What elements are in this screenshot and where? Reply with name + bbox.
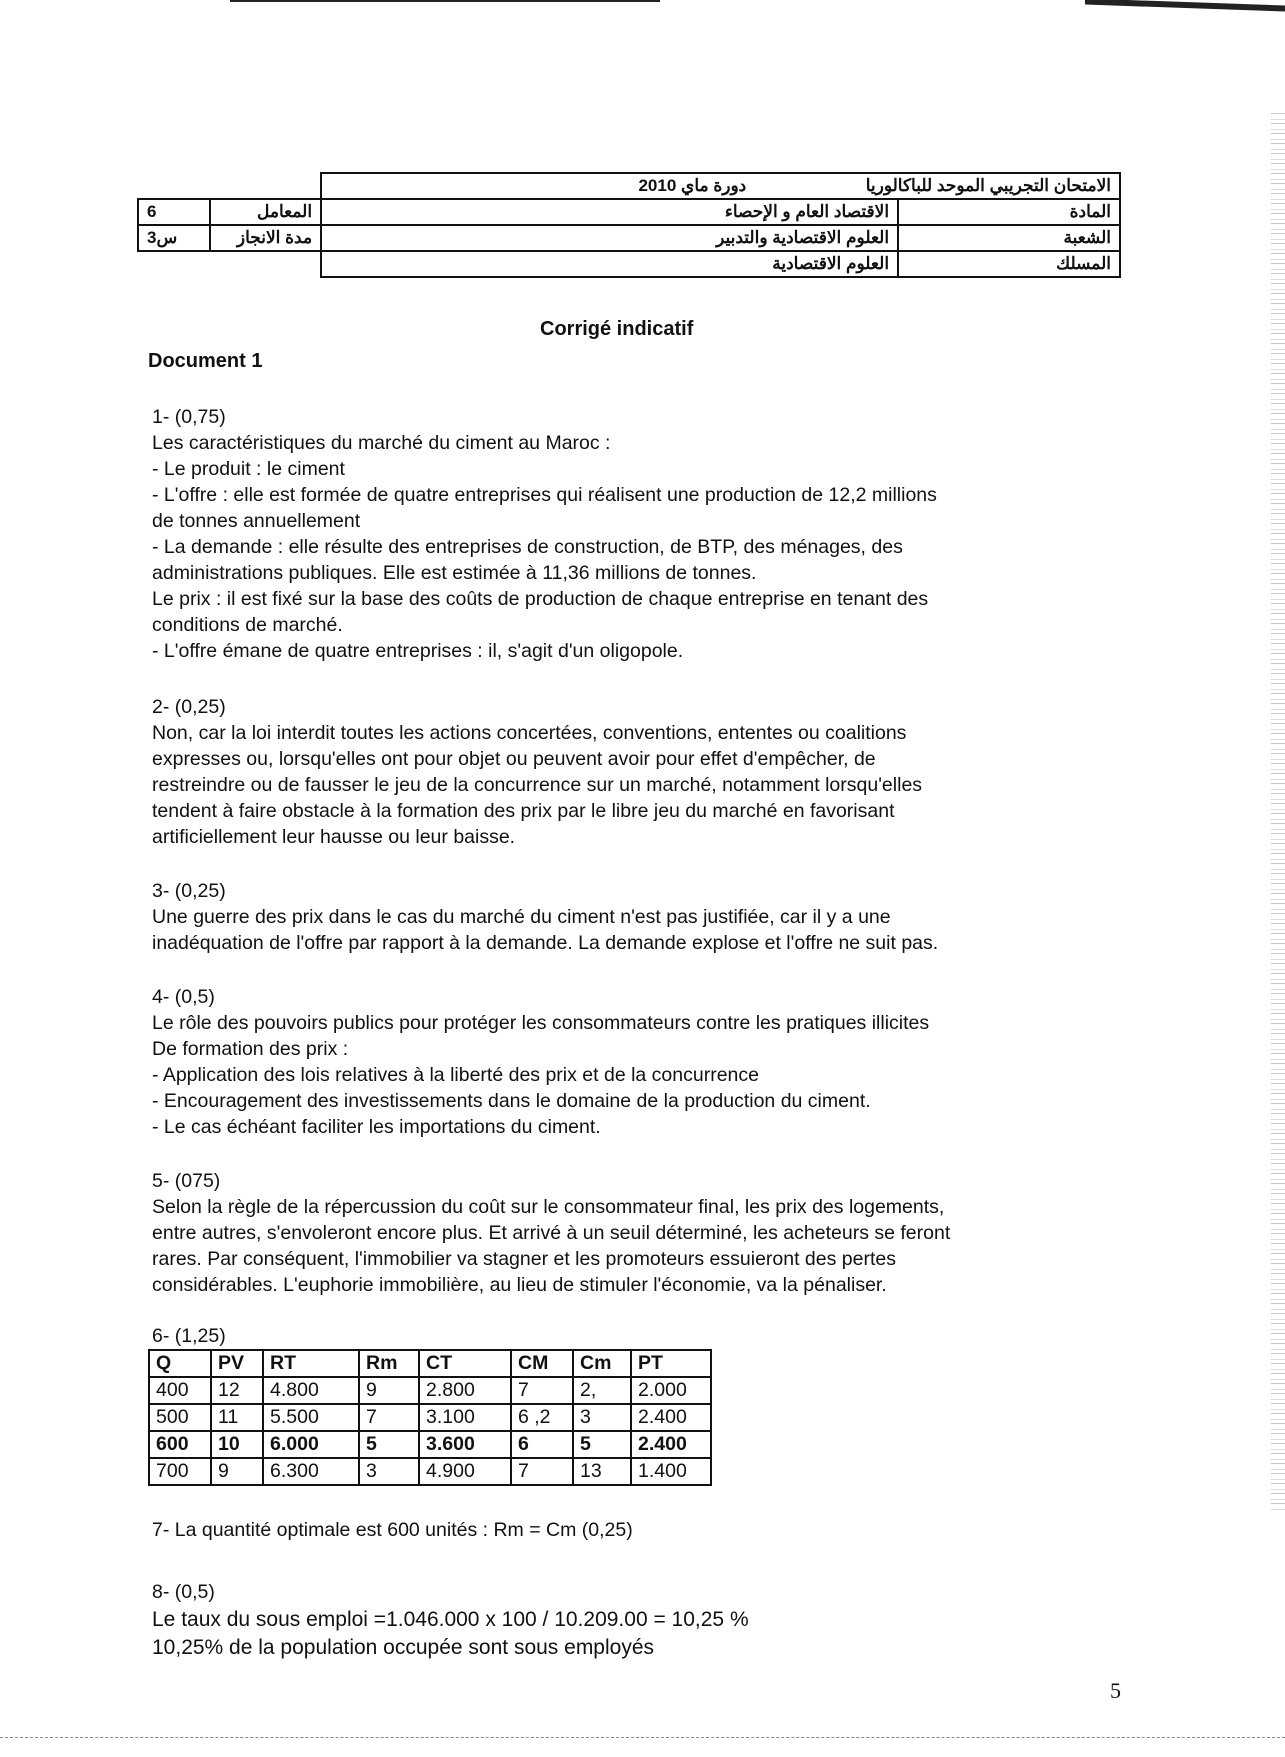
table-cell: 1.400 bbox=[631, 1458, 711, 1485]
table-cell: 2, bbox=[573, 1377, 631, 1404]
table-cell: 400 bbox=[149, 1377, 211, 1404]
question-1 bbox=[152, 404, 1127, 664]
table-cell: 2.400 bbox=[631, 1404, 711, 1431]
table-cell: 5.500 bbox=[263, 1404, 359, 1431]
q1-line: - L'offre : elle est formée de quatre entreprises qui réalisent une production de 12,2 millions bbox=[152, 484, 937, 506]
table-cell: 500 bbox=[149, 1404, 211, 1431]
column-header: RT bbox=[263, 1350, 359, 1377]
column-header: CM bbox=[511, 1350, 573, 1377]
table-cell: 2.800 bbox=[419, 1377, 511, 1404]
table-cell: 7 bbox=[511, 1458, 573, 1485]
column-header: Q bbox=[149, 1350, 211, 1377]
cost-revenue-table bbox=[148, 1349, 712, 1486]
header-row-subject bbox=[138, 199, 1120, 225]
table-cell: 7 bbox=[359, 1404, 419, 1431]
document-label: Document 1 bbox=[148, 350, 263, 372]
question-4-number: 4- (0,5) bbox=[152, 986, 215, 1008]
scan-artifact-bottom bbox=[0, 1737, 1285, 1739]
table-cell: 2.400 bbox=[631, 1431, 711, 1458]
q4-line: - Encouragement des investissements dans le domaine de la production du ciment. bbox=[152, 1090, 871, 1112]
table-cell: 3.600 bbox=[419, 1431, 511, 1458]
question-8-number: 8- (0,5) bbox=[152, 1581, 215, 1603]
table-cell: 6 ,2 bbox=[511, 1404, 573, 1431]
q4-line: - Application des lois relatives à la liberté des prix et de la concurrence bbox=[152, 1064, 759, 1086]
q2-line: tendent à faire obstacle à la formation des prix par le libre jeu du marché en favorisant bbox=[152, 800, 895, 822]
column-header: Rm bbox=[359, 1350, 419, 1377]
exam-header-table bbox=[137, 172, 1121, 278]
table-row-optimal bbox=[149, 1431, 711, 1458]
q2-line: Non, car la loi interdit toutes les actions concertées, conventions, ententes ou coalitions bbox=[152, 722, 907, 744]
q4-line: - Le cas échéant faciliter les importations du ciment. bbox=[152, 1116, 601, 1138]
q1-line: - L'offre émane de quatre entreprises : il, s'agit d'un oligopole. bbox=[152, 640, 684, 662]
question-3-number: 3- (0,25) bbox=[152, 880, 226, 902]
table-cell: 600 bbox=[149, 1431, 211, 1458]
header-row-branch bbox=[138, 225, 1120, 251]
question-5 bbox=[152, 1168, 1127, 1298]
question-6-number: 6- (1,25) bbox=[152, 1325, 226, 1347]
q3-line: Une guerre des prix dans le cas du marché du ciment n'est pas justifiée, car il y a une bbox=[152, 906, 891, 928]
table-cell: 4.900 bbox=[419, 1458, 511, 1485]
q4-line: Le rôle des pouvoirs publics pour protéger les consommateurs contre les pratiques illicites bbox=[152, 1012, 930, 1034]
scan-artifact-right-edge bbox=[1271, 110, 1285, 1510]
column-header: PT bbox=[631, 1350, 711, 1377]
coefficient-label: المعامل bbox=[210, 199, 321, 225]
header-exam-cell bbox=[321, 173, 1120, 199]
subject-value: الاقتصاد العام و الإحصاء bbox=[321, 199, 898, 225]
header-row-exam bbox=[138, 173, 1120, 199]
table-cell: 9 bbox=[211, 1458, 263, 1485]
page-number: 5 bbox=[1110, 1678, 1121, 1703]
header-blank-cell-bottom bbox=[138, 251, 321, 277]
question-5-number: 5- (075) bbox=[152, 1170, 221, 1192]
header-session: دورة ماي 2010 bbox=[638, 176, 747, 195]
header-blank-cell bbox=[138, 173, 321, 199]
question-4 bbox=[152, 984, 1127, 1140]
q1-line: - La demande : elle résulte des entreprises de construction, de BTP, des ménages, des bbox=[152, 536, 903, 558]
header-row-track bbox=[138, 251, 1120, 277]
q1-line: administrations publiques. Elle est estimée à 11,36 millions de tonnes. bbox=[152, 562, 757, 584]
table-row bbox=[149, 1377, 711, 1404]
table-cell: 6.000 bbox=[263, 1431, 359, 1458]
table-cell: 12 bbox=[211, 1377, 263, 1404]
track-value: العلوم الاقتصادية bbox=[321, 251, 898, 277]
q1-line: Le prix : il est fixé sur la base des coûts de production de chaque entreprise en tenant des bbox=[152, 588, 929, 610]
question-2-number: 2- (0,25) bbox=[152, 696, 226, 718]
scan-artifact-top-right bbox=[1085, 0, 1285, 11]
table-cell: 7 bbox=[511, 1377, 573, 1404]
table-cell: 5 bbox=[573, 1431, 631, 1458]
table-cell: 10 bbox=[211, 1431, 263, 1458]
q1-line: - Le produit : le ciment bbox=[152, 458, 345, 480]
table-cell: 700 bbox=[149, 1458, 211, 1485]
q1-line: conditions de marché. bbox=[152, 614, 343, 636]
table-cell: 4.800 bbox=[263, 1377, 359, 1404]
q3-line: inadéquation de l'offre par rapport à la demande. La demande explose et l'offre ne suit pas. bbox=[152, 932, 939, 954]
table-cell: 13 bbox=[573, 1458, 631, 1485]
table-cell: 5 bbox=[359, 1431, 419, 1458]
q4-line: De formation des prix : bbox=[152, 1038, 349, 1060]
table-cell: 3 bbox=[573, 1404, 631, 1431]
table-cell: 3 bbox=[359, 1458, 419, 1485]
subject-label: المادة bbox=[898, 199, 1120, 225]
question-2 bbox=[152, 694, 1127, 850]
q1-line: Les caractéristiques du marché du ciment au Maroc : bbox=[152, 432, 611, 454]
q2-line: artificiellement leur hausse ou leur baisse. bbox=[152, 826, 516, 848]
q5-line: entre autres, s'envoleront encore plus. Et arrivé à un seuil déterminé, les acheteurs se feront bbox=[152, 1222, 951, 1244]
question-3 bbox=[152, 878, 1127, 956]
question-8 bbox=[152, 1578, 1127, 1662]
header-exam-title: الامتحان التجريبي الموحد للباكالوريا bbox=[865, 176, 1111, 195]
table-cell: 9 bbox=[359, 1377, 419, 1404]
table-cell: 6 bbox=[511, 1431, 573, 1458]
column-header: PV bbox=[211, 1350, 263, 1377]
q2-line: expresses ou, lorsqu'elles ont pour objet ou peuvent avoir pour effet d'empêcher, de bbox=[152, 748, 876, 770]
column-header: Cm bbox=[573, 1350, 631, 1377]
scan-artifact-top bbox=[230, 0, 660, 2]
column-header: CT bbox=[419, 1350, 511, 1377]
branch-value: العلوم الاقتصادية والتدبير bbox=[321, 225, 898, 251]
table-header-row bbox=[149, 1350, 711, 1377]
table-cell: 11 bbox=[211, 1404, 263, 1431]
q2-line: restreindre ou de fausser le jeu de la concurrence sur un marché, notamment lorsqu'elles bbox=[152, 774, 923, 796]
track-label: المسلك bbox=[898, 251, 1120, 277]
q1-line: de tonnes annuellement bbox=[152, 510, 361, 532]
q5-line: rares. Par conséquent, l'immobilier va stagner et les promoteurs essuieront des pertes bbox=[152, 1248, 896, 1270]
q5-line: Selon la règle de la répercussion du coût sur le consommateur final, les prix des logements, bbox=[152, 1196, 945, 1218]
branch-label: الشعبة bbox=[898, 225, 1120, 251]
q8-line: Le taux du sous emploi =1.046.000 x 100 / 10.209.00 = 10,25 % bbox=[152, 1608, 749, 1631]
table-row bbox=[149, 1404, 711, 1431]
q8-line: 10,25% de la population occupée sont sous employés bbox=[152, 1636, 655, 1659]
question-7: 7- La quantité optimale est 600 unités : Rm = Cm (0,25) bbox=[152, 1519, 633, 1541]
table-cell: 3.100 bbox=[419, 1404, 511, 1431]
table-cell: 6.300 bbox=[263, 1458, 359, 1485]
duration-value: 3س bbox=[138, 225, 210, 251]
table-cell: 2.000 bbox=[631, 1377, 711, 1404]
q5-line: considérables. L'euphorie immobilière, au lieu de stimuler l'économie, va la pénaliser. bbox=[152, 1274, 887, 1296]
page-title: Corrigé indicatif bbox=[540, 318, 694, 340]
duration-label: مدة الانجاز bbox=[210, 225, 321, 251]
coefficient-value: 6 bbox=[138, 199, 210, 225]
table-row bbox=[149, 1458, 711, 1485]
question-1-number: 1- (0,75) bbox=[152, 406, 226, 428]
